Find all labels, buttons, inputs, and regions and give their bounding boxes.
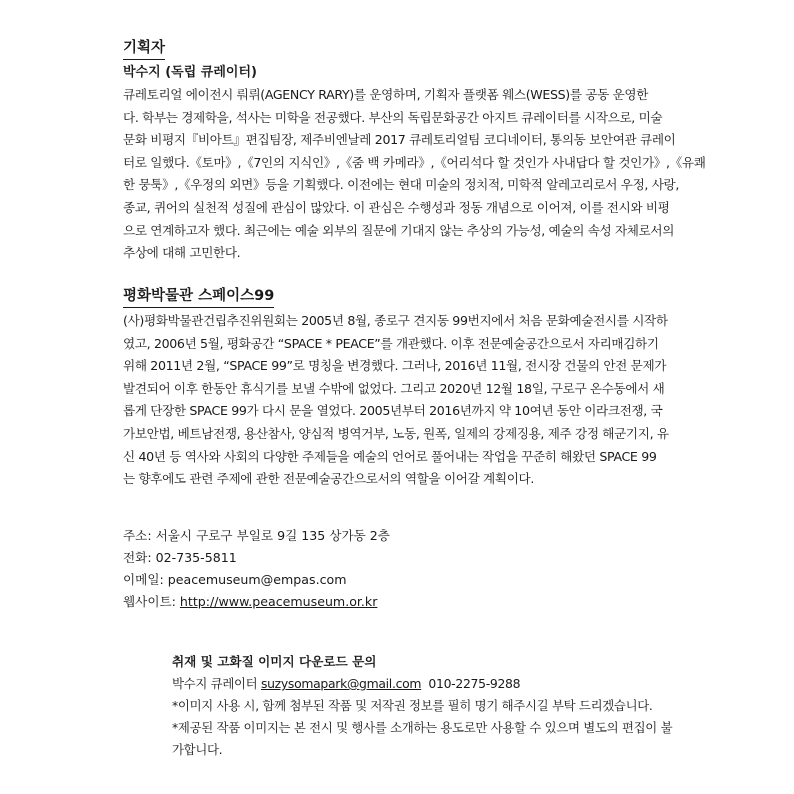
venue-description [123,310,723,491]
inquiry-note-2-line-1: *제공된 작품 이미지는 본 전시 및 행사를 소개하는 용도로만 사용할 수 있으며 별도의 편집이 불 [172,720,673,735]
inquiry-note-1: *이미지 사용 시, 함께 첨부된 작품 및 저작권 정보를 필히 명기 해주시길 부탁 드리겠습니다. [172,698,653,713]
address-text: 주소: 서울시 구로구 부일로 9길 135 상가동 2층 [123,528,390,543]
inquiry-contact-name: 박수지 큐레이터 [172,676,261,691]
venue-section-title: 평화박물관 스페이스99 [123,285,274,308]
bio-line: 큐레토리얼 에이전시 뤄뤼(AGENCY RARY)를 운영하며, 기획자 플랫폼 웨스(WESS)를 공동 운영한 [123,87,649,102]
venue-section [123,285,723,491]
inquiry-title: 취재 및 고화질 이미지 다운로드 문의 [172,654,377,669]
inquiry-email-link[interactable]: suzysomapark@gmail.com [260,676,422,691]
bio-line: 다. 학부는 경제학을, 석사는 미학을 전공했다. 부산의 독립문화공간 아지트 큐레이터를 시작으로, 미술 [123,109,663,125]
curator-name-title: 박수지 (독립 큐레이터) [123,65,257,80]
venue-line: 위해 2011년 2월, “SPACE 99”로 명칭을 변경했다. 그러나, 2016년 11월, 전시장 건물의 안전 문제가 [123,358,667,374]
venue-line: 는 향후에도 관련 주제에 관한 전문예술공간으로서의 역할을 이어갈 계획이다. [123,471,534,487]
venue-line: 가보안법, 베트남전쟁, 용산참사, 양심적 병역거부, 노동, 원폭, 일제의 강제징용, 제주 강정 해군기지, 유 [123,425,669,441]
curator-bio [123,84,723,265]
website-line [123,591,723,613]
inquiry-note-2-line-2: 가합니다. [172,742,223,757]
website-link[interactable]: http://www.peacemuseum.or.kr [179,594,378,609]
bio-line: 터로 일했다.《토마》,《7인의 지식인》,《줌 백 카메라》,《어리석다 할 것인가 사내답다 할 것인가》,《유쾌 [123,154,706,170]
bio-line: 종교, 퀴어의 실천적 성질에 관심이 많았다. 이 관심은 수행성과 정동 개념으로 이어져, 이를 전시와 비평 [123,199,670,215]
curator-section-title: 기획자 [123,37,165,60]
venue-line: 발견되어 이후 한동안 휴식기를 보낼 수밖에 없었다. 그리고 2020년 12월 18일, 구로구 온수동에서 새 [123,380,665,396]
bio-line: 한 뭉툭》,《우정의 외면》등을 기획했다. 이전에는 현대 미술의 정치적, 미학적 알레고리로서 우정, 사랑, [123,177,679,193]
venue-line: 신 40년 등 역사와 사회의 다양한 주제들을 예술의 언어로 풀어내는 작업을 꾸준히 해왔던 SPACE 99 [123,448,657,464]
bio-line: 문화 비평지『비아트』편집팀장, 제주비엔날레 2017 큐레토리얼팀 코디네이터, 통의동 보안여관 큐레이 [123,132,676,148]
venue-contact [123,525,723,613]
bio-line: 추상에 대해 고민한다. [123,245,241,261]
press-inquiry [172,651,732,761]
venue-line: (사)평화박물관건립추진위원회는 2005년 8월, 종로구 견지동 99번지에서 처음 문화예술전시를 시작하 [123,313,668,328]
inquiry-phone: 010-2275-9288 [421,676,521,691]
bio-line: 으로 연계하고자 했다. 최근에는 예술 외부의 질문에 기대지 않는 추상의 가능성, 예술의 속성 자체로서의 [123,222,675,238]
venue-line: 였고, 2006년 5월, 평화공간 “SPACE * PEACE”를 개관했다. 이후 전문예술공간으로서 자리매김하기 [123,335,659,351]
curator-section [123,37,723,265]
venue-line: 롭게 단장한 SPACE 99가 다시 문을 열었다. 2005년부터 2016년까지 약 10여년 동안 이라크전쟁, 국 [123,403,663,419]
website-label: 웹사이트: [123,594,180,609]
phone-text: 전화: 02-735-5811 [123,550,237,565]
email-text: 이메일: peacemuseum@empas.com [123,572,347,587]
inquiry-contact-line [172,673,732,695]
